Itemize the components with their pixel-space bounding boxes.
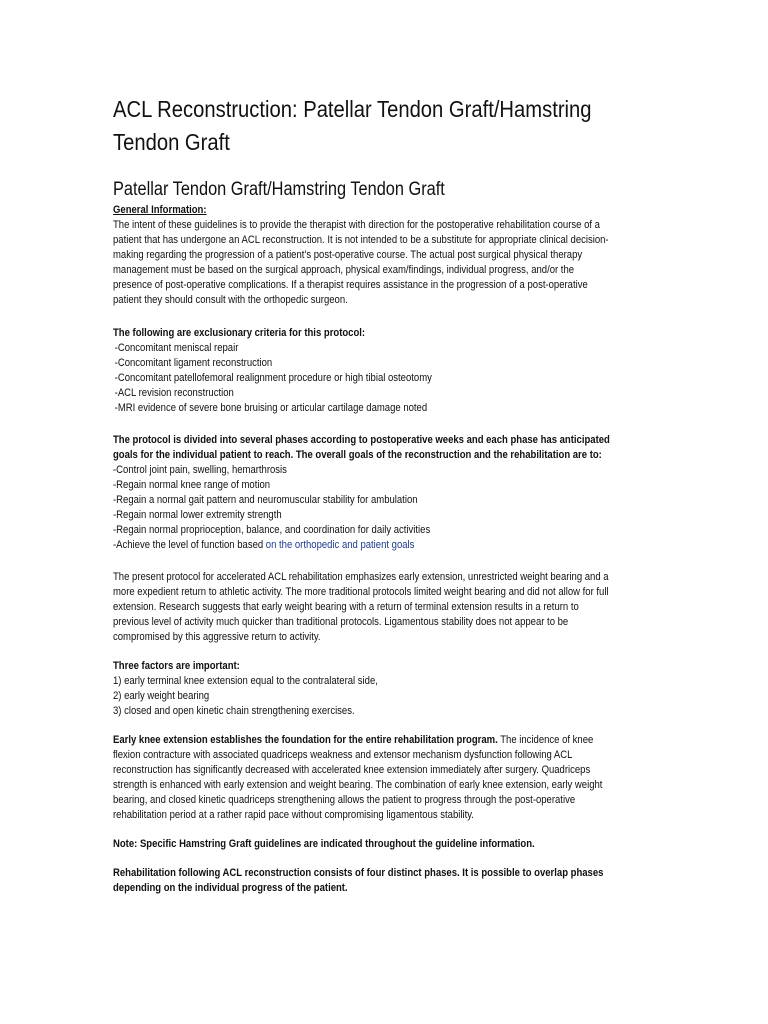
exclusion-item: -ACL revision reconstruction xyxy=(114,387,234,399)
goal-item: -Regain normal knee range of motion xyxy=(113,479,271,491)
general-line: presence of post-operative complications. If a therapist requires assistance in the progression of a post-operative xyxy=(113,279,588,291)
general-line: patient they should consult with the orthopedic surgeon. xyxy=(113,294,348,306)
early-lead-bold: Early knee extension establishes the foundation for the entire rehabilitation program. xyxy=(113,734,498,746)
document-title: ACL Reconstruction: Patellar Tendon Graft/Hamstring Tendon Graft xyxy=(113,96,592,155)
present-line: compromised by this aggressive return to activity. xyxy=(113,631,321,643)
present-line: extension. Research suggests that early weight bearing with a return of terminal extension results in a return to xyxy=(113,601,579,613)
goal-item-prefix: -Achieve the level of function based xyxy=(113,539,266,551)
present-line: more expedient return to athletic activity. The more traditional protocols limited weight bearing and did not allow for full xyxy=(113,586,609,598)
goal-item: -Regain a normal gait pattern and neuromuscular stability for ambulation xyxy=(113,494,418,506)
goal-item-link: on the orthopedic and patient goals xyxy=(265,539,415,551)
phases-line: Rehabilitation following ACL reconstruction consists of four distinct phases. It is possible to overlap phases xyxy=(113,867,604,879)
factor-item: 3) closed and open kinetic chain strengthening exercises. xyxy=(113,705,355,717)
three-factors-section xyxy=(113,659,631,719)
factor-item: 1) early terminal knee extension equal to the contralateral side, xyxy=(113,675,378,687)
present-protocol-section xyxy=(113,570,631,645)
goal-item: -Control joint pain, swelling, hemarthrosis xyxy=(113,464,287,476)
goal-item xyxy=(113,538,631,553)
early-lead-line xyxy=(113,733,631,748)
present-line: previous level of activity much quicker than traditional protocols. Ligamentous stability does not appear to be xyxy=(113,616,569,628)
general-information-section xyxy=(113,203,631,308)
document-subtitle: Patellar Tendon Graft/Hamstring Tendon Graft xyxy=(113,179,445,200)
factors-heading: Three factors are important: xyxy=(113,660,240,672)
early-lead-rest: The incidence of knee xyxy=(497,734,594,746)
phases-section xyxy=(113,866,631,896)
exclusion-heading: The following are exclusionary criteria for this protocol: xyxy=(113,327,366,339)
protocol-goals-section xyxy=(113,433,631,553)
general-information-heading: General Information: xyxy=(113,204,207,216)
early-line: strength is enhanced with early extension and weight bearing. The combination of early knee extension, early weight xyxy=(113,779,603,791)
early-line: bearing, and closed kinetic quadriceps strengthening allows the patient to progress through the post-operative xyxy=(113,794,576,806)
general-line: making regarding the progression of a patient’s post-operative course. The actual post surgical physical therapy xyxy=(113,249,583,261)
early-line: flexion contracture with associated quadriceps weakness and extensor mechanism dysfunction following ACL xyxy=(113,749,573,761)
early-line: reconstruction has significantly decreased with accelerated knee extension immediately after surgery. Quadriceps xyxy=(113,764,591,776)
early-line: rehabilitation period at a rather rapid pace without compromising ligamentous stability. xyxy=(113,809,474,821)
factor-item: 2) early weight bearing xyxy=(113,690,210,702)
present-line: The present protocol for accelerated ACL rehabilitation emphasizes early extension, unrestricted weight bearing and a xyxy=(113,571,609,583)
phases-line: depending on the individual progress of the patient. xyxy=(113,882,348,894)
general-line: patient that has undergone an ACL reconstruction. It is not intended to be a substitute for appropriate clinical decision- xyxy=(113,234,609,246)
goal-item: -Regain normal lower extremity strength xyxy=(113,509,282,521)
exclusion-item: -Concomitant ligament reconstruction xyxy=(114,357,273,369)
protocol-heading-line: The protocol is divided into several phases according to postoperative weeks and each phase has anticipated xyxy=(113,434,610,446)
exclusion-item: -Concomitant meniscal repair xyxy=(114,342,239,354)
note-text: Note: Specific Hamstring Graft guidelines are indicated throughout the guideline information. xyxy=(113,838,535,850)
exclusion-item: -Concomitant patellofemoral realignment procedure or high tibial osteotomy xyxy=(114,372,432,384)
exclusion-criteria-section xyxy=(113,326,631,416)
goal-item: -Regain normal proprioception, balance, and coordination for daily activities xyxy=(113,524,431,536)
early-extension-section xyxy=(113,733,631,823)
protocol-heading-line: goals for the individual patient to reach. The overall goals of the reconstruction and the rehabilitation are to: xyxy=(113,449,602,461)
exclusion-item: -MRI evidence of severe bone bruising or articular cartilage damage noted xyxy=(114,402,428,414)
note-section xyxy=(113,837,631,852)
general-line: The intent of these guidelines is to provide the therapist with direction for the postoperative rehabilitation course of a xyxy=(113,219,600,231)
general-line: management must be based on the surgical approach, physical exam/findings, individual progress, and/or the xyxy=(113,264,575,276)
